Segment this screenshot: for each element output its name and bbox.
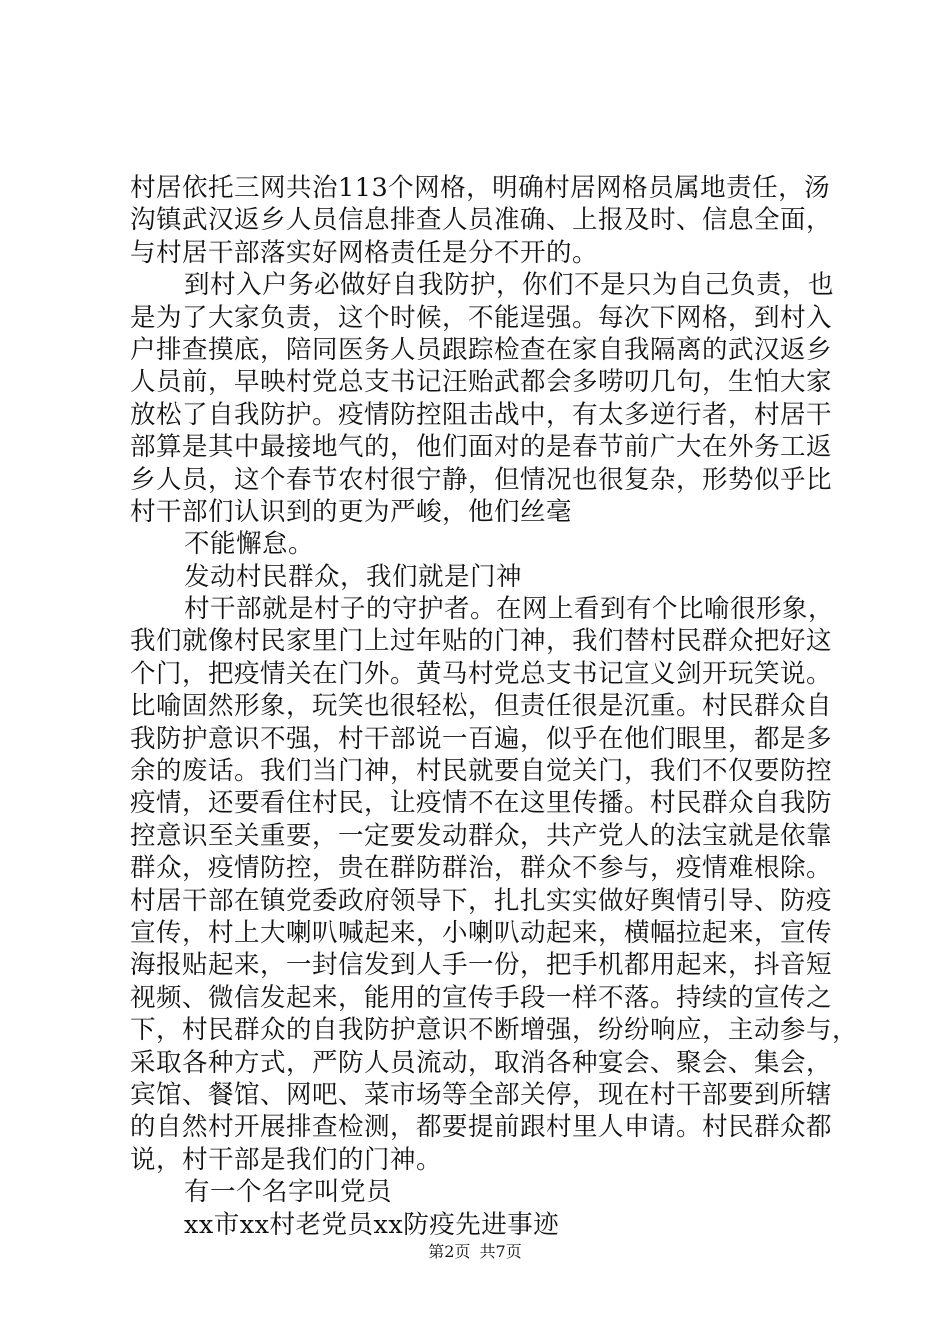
text-line: 我防护意识不强，村干部说一百遍，似乎在他们眼里，都是多 — [130, 723, 833, 754]
page-number: 第2页 — [428, 1242, 471, 1261]
section-subheading: xx市xx村老党员xx防疫先进事迹 — [184, 1209, 560, 1240]
text-line: 沟镇武汉返乡人员信息排查人员准确、上报及时、信息全面， — [130, 205, 833, 236]
section-heading: 有一个名字叫党员 — [184, 1177, 393, 1208]
text-line: 户排查摸底，陪同医务人员跟踪检查在家自我隔离的武汉返乡 — [130, 334, 833, 365]
text-line: 乡人员，这个春节农村很宁静，但情况也很复杂，形势似乎比 — [130, 464, 833, 495]
text-line: 海报贴起来，一封信发到人手一份，把手机都用起来，抖音短 — [130, 950, 833, 981]
text-line: 与村居干部落实好网格责任是分不开的。 — [130, 237, 599, 268]
text-line: 宣传，村上大喇叭喊起来，小喇叭动起来，横幅拉起来，宣传 — [130, 917, 833, 948]
text-line: 群众，疫情防控，贵在群防群治，群众不参与，疫情难根除。 — [130, 853, 833, 884]
section-heading: 发动村民群众，我们就是门神 — [184, 561, 523, 592]
text-line: 说，村干部是我们的门神。 — [130, 1144, 443, 1175]
text-line: 村居干部在镇党委政府领导下，扎扎实实做好舆情引导、防疫 — [130, 885, 833, 916]
text-line: 不能懈怠。 — [184, 529, 315, 560]
text-line: 村居依托三网共治113个网格，明确村居网格员属地责任，汤 — [130, 173, 831, 203]
text-line: 比喻固然形象，玩笑也很轻松，但责任很是沉重。村民群众自 — [130, 691, 833, 722]
text-line: 采取各种方式，严防人员流动，取消各种宴会、聚会、集会， — [130, 1047, 833, 1078]
text-line: 控意识至关重要，一定要发动群众，共产党人的法宝就是依靠 — [130, 820, 833, 851]
text-line: 放松了自我防护。疫情防控阻击战中，有太多逆行者，村居干 — [130, 399, 833, 430]
text-line: 的自然村开展排查检测，都要提前跟村里人申请。村民群众都 — [130, 1112, 833, 1143]
text-line: 部算是其中最接地气的，他们面对的是春节前广大在外务工返 — [130, 432, 833, 463]
page-footer — [0, 1241, 950, 1263]
text-line: 宾馆、餐馆、网吧、菜市场等全部关停，现在村干部要到所辖 — [130, 1079, 833, 1110]
text-line: 我们就像村民家里门上过年贴的门神，我们替村民群众把好这 — [130, 626, 833, 657]
text-line: 下，村民群众的自我防护意识不断增强，纷纷响应，主动参与， — [130, 1015, 859, 1046]
page-total: 共7页 — [479, 1242, 522, 1261]
text-line: 余的废话。我们当门神，村民就要自觉关门，我们不仅要防控 — [130, 756, 833, 787]
text-line: 是为了大家负责，这个时候，不能逞强。每次下网格，到村入 — [130, 302, 833, 333]
text-line: 个门，把疫情关在门外。黄马村党总支书记宣义剑开玩笑说。 — [130, 658, 833, 689]
text-line: 人员前，早映村党总支书记汪贻武都会多唠叨几句，生怕大家 — [130, 367, 833, 398]
text-line: 村干部们认识到的更为严峻，他们丝毫 — [130, 496, 573, 527]
text-line: 到村入户务必做好自我防护，你们不是只为自己负责，也 — [184, 270, 835, 301]
text-line: 视频、微信发起来，能用的宣传手段一样不落。持续的宣传之 — [130, 982, 833, 1013]
document-body — [130, 172, 859, 1241]
text-line: 村干部就是村子的守护者。在网上看到有个比喻很形象， — [184, 594, 835, 625]
text-line: 疫情，还要看住村民，让疫情不在这里传播。村民群众自我防 — [130, 788, 833, 819]
